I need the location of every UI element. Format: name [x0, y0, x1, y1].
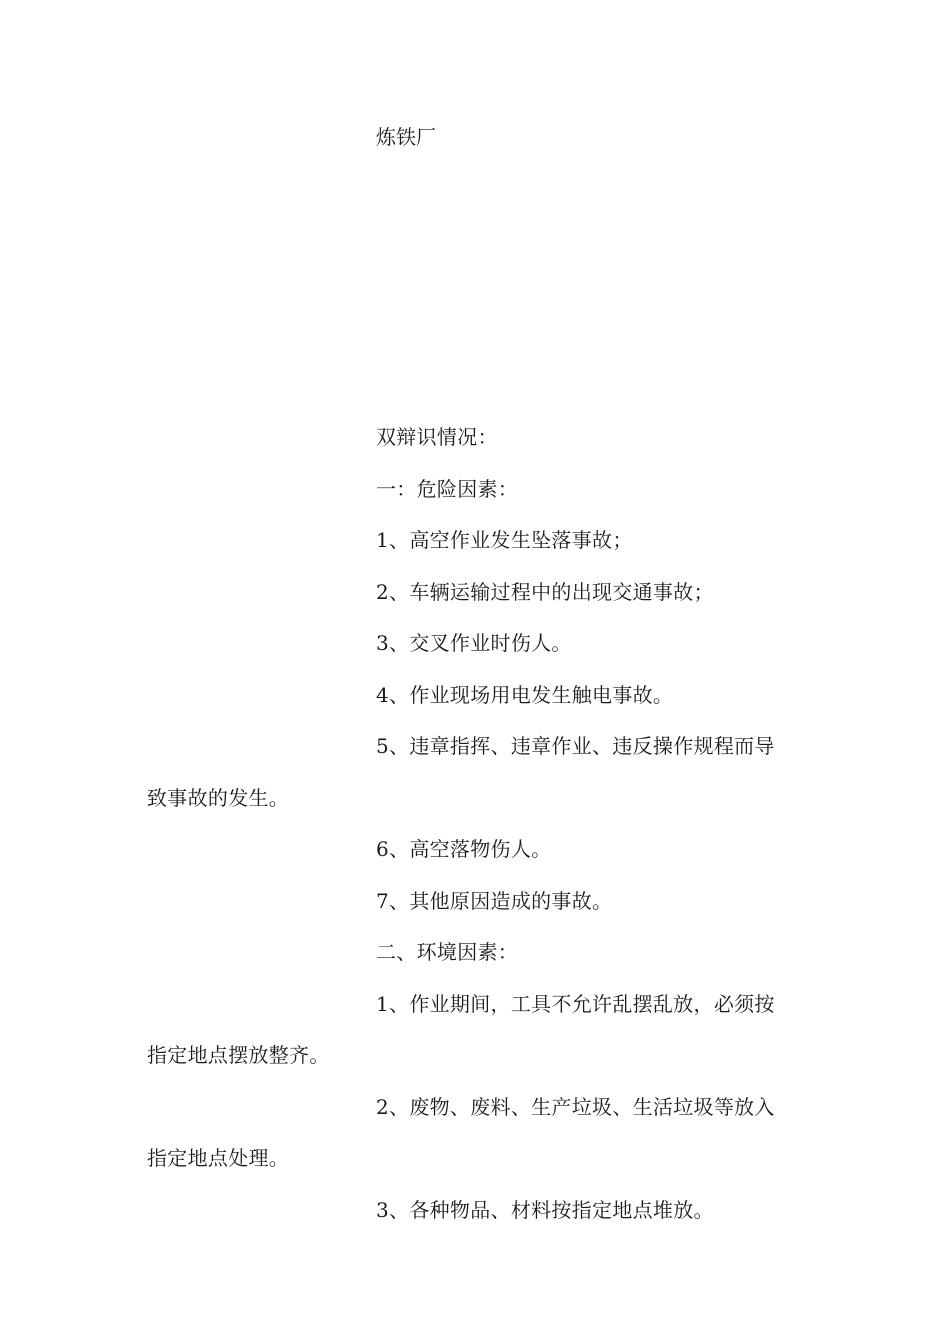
hazard-item: 2、车辆运输过程中的出现交通事故；	[376, 579, 714, 604]
document-title: 炼铁厂	[376, 125, 436, 149]
section-heading-hazard-factors: 一：危险因素：	[376, 476, 519, 501]
hazard-item: 5、违章指挥、违章作业、违反操作规程而导致事故的发生。	[147, 734, 775, 810]
section-heading-dual-identification: 双辩识情况：	[376, 425, 498, 449]
environment-item: 2、废物、废料、生产垃圾、生活垃圾等放入指定地点处理。	[147, 1094, 775, 1170]
hazard-item: 6、高空落物伤人。	[376, 837, 552, 861]
hazard-item: 4、作业现场用电发生触电事故。	[376, 682, 674, 707]
environment-item: 1、作业期间，工具不允许乱摆乱放，必须按指定地点摆放整齐。	[147, 991, 775, 1067]
hazard-item: 1、高空作业发生坠落事故；	[376, 528, 633, 552]
hazard-item: 7、其他原因造成的事故。	[376, 888, 613, 913]
hazard-item: 3、交叉作业时伤人。	[376, 631, 572, 655]
environment-item: 3、各种物品、材料按指定地点堆放。	[376, 1197, 714, 1222]
document-body	[147, 412, 793, 1236]
section-heading-environmental-factors: 二、环境因素：	[376, 940, 519, 964]
